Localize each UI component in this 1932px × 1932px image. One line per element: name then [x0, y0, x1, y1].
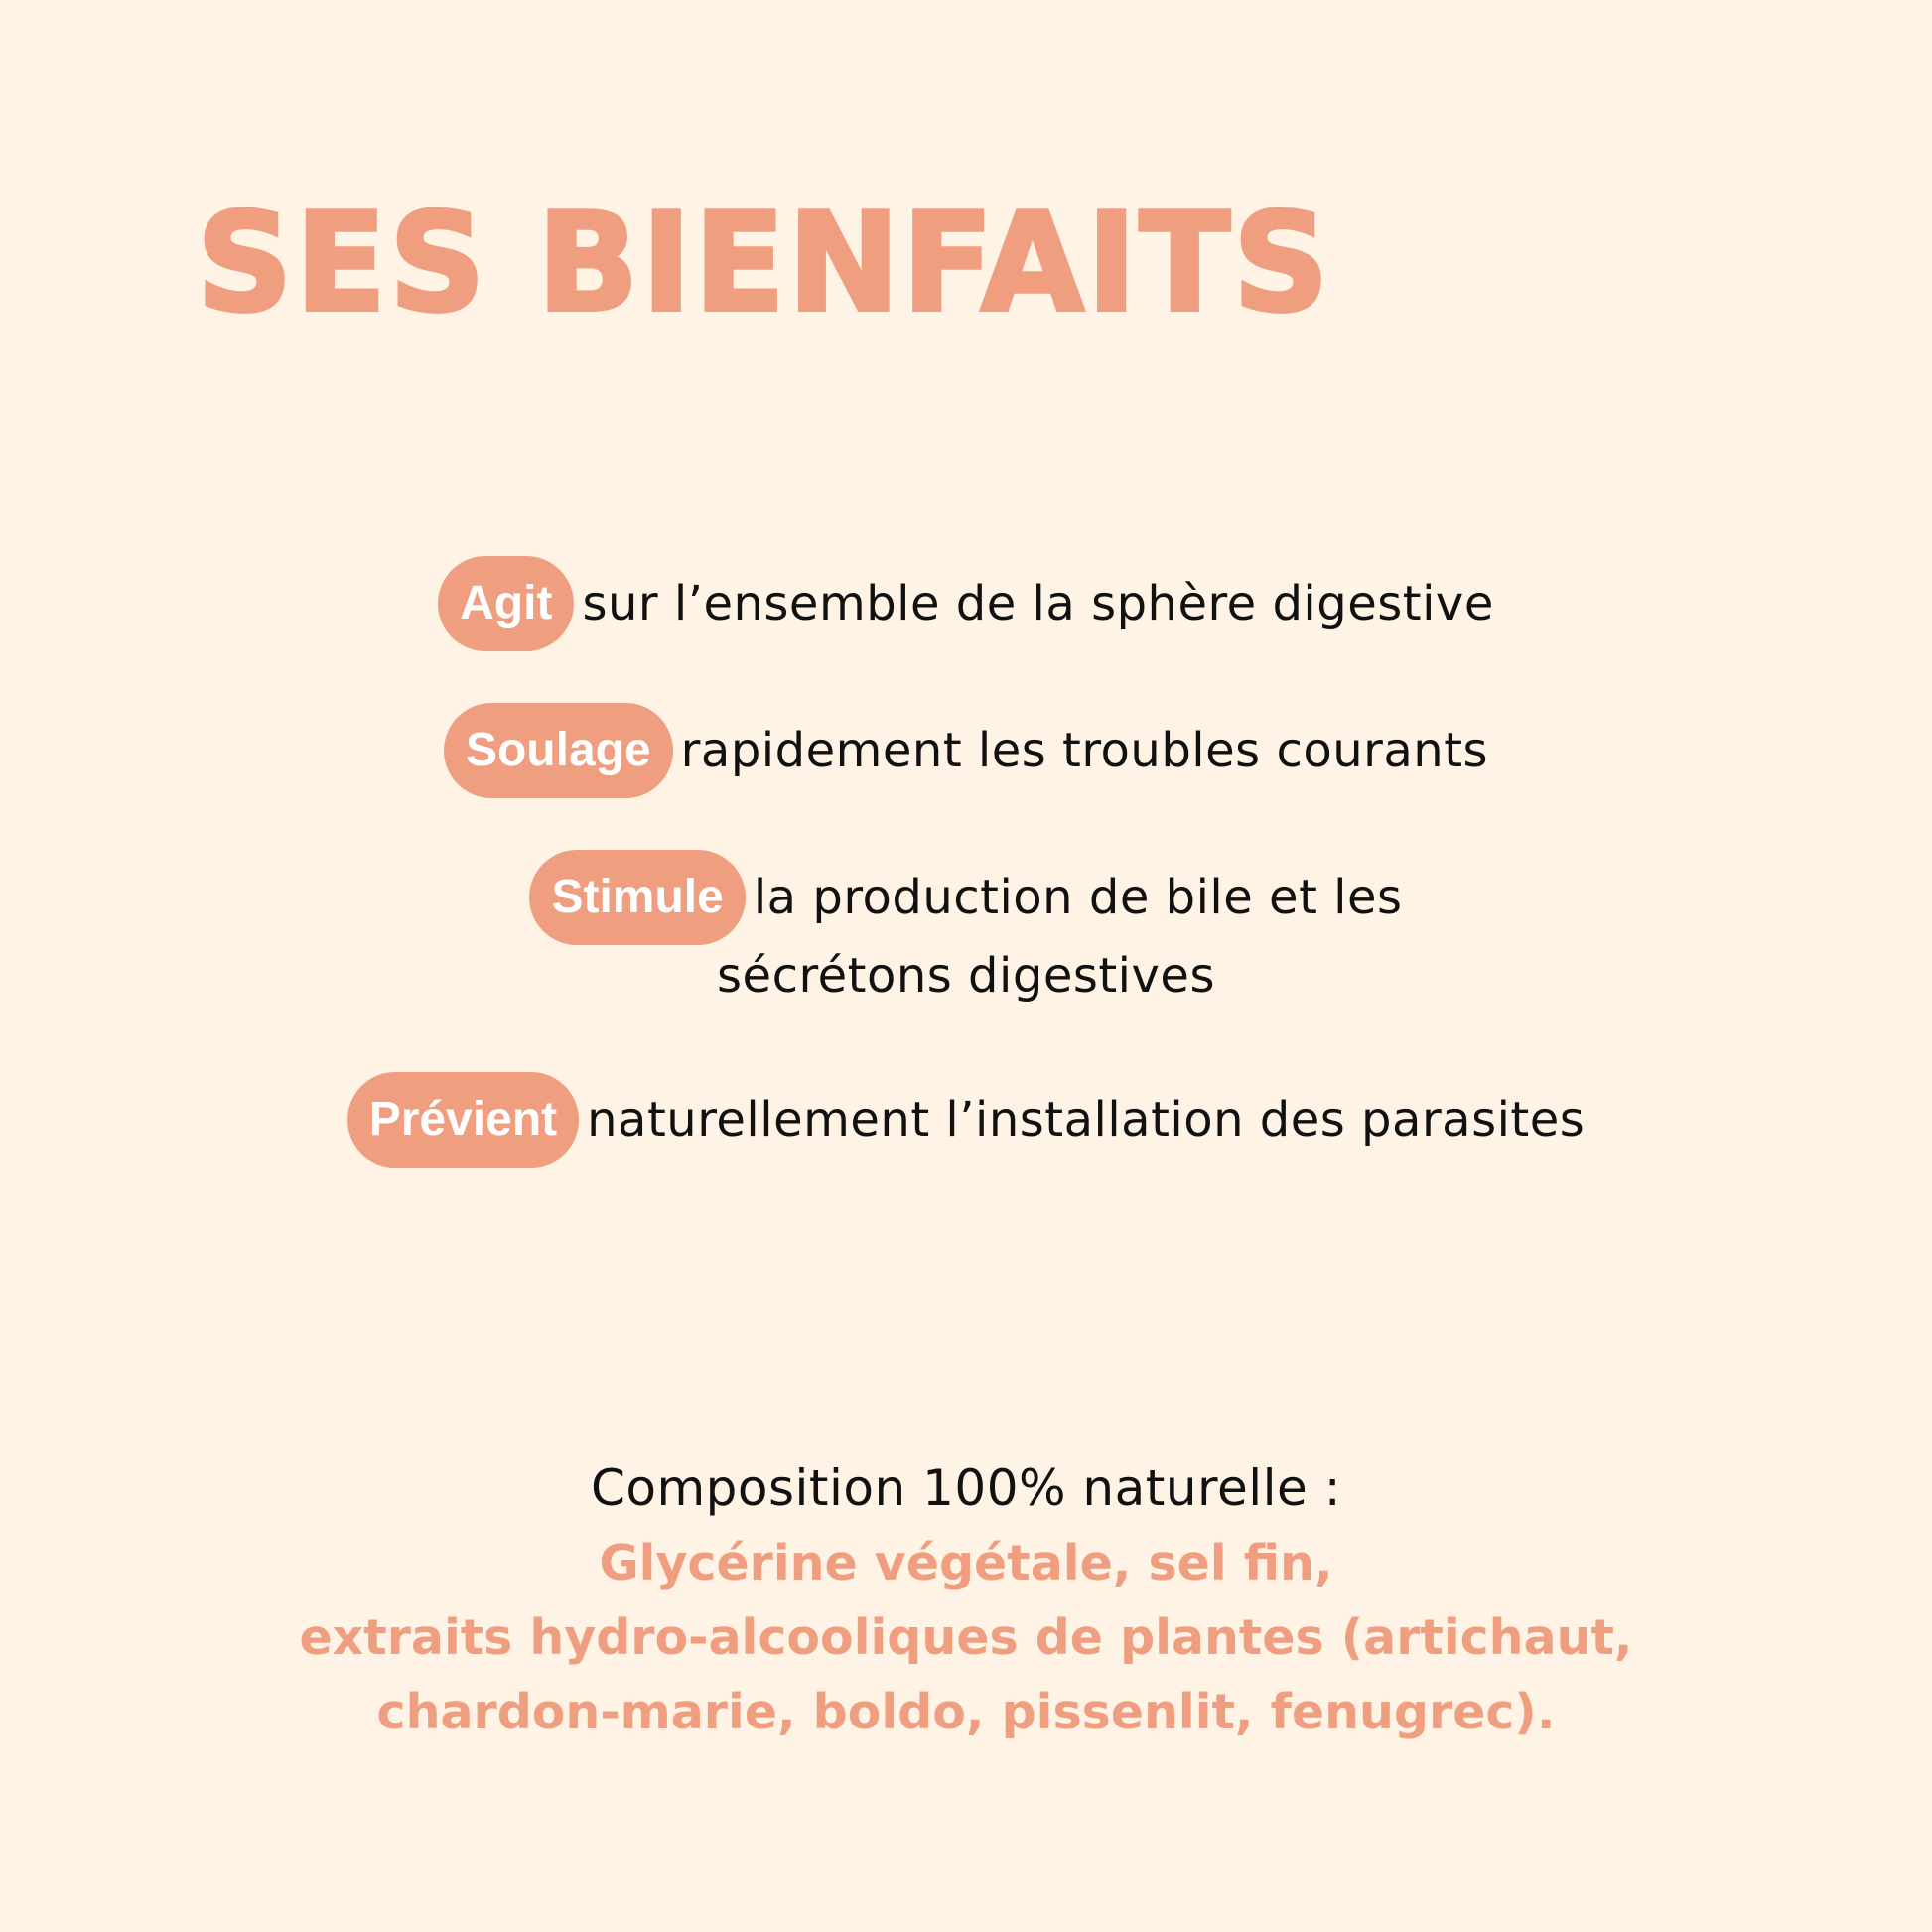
benefit-item-soulage — [0, 703, 1932, 798]
benefit-keyword-badge: Prévient — [347, 1072, 579, 1168]
benefit-keyword-badge: Stimule — [529, 850, 745, 945]
composition-ingredients-line: extraits hydro-alcooliques de plantes (artichaut, — [299, 1609, 1633, 1666]
composition-ingredients-line: Glycérine végétale, sel fin, — [599, 1535, 1333, 1591]
benefit-keyword-badge: Agit — [438, 556, 574, 651]
benefit-description: naturellement l’installation des parasites — [587, 1092, 1586, 1148]
benefit-description-continued: sécrétons digestives — [717, 948, 1215, 1004]
composition-ingredients-line: chardon-marie, boldo, pissenlit, fenugrec). — [376, 1684, 1556, 1740]
benefit-keyword-badge: Soulage — [444, 703, 673, 798]
benefit-description: rapidement les troubles courants — [680, 723, 1489, 778]
benefit-item-stimule — [0, 850, 1932, 945]
page-title: SES BIENFAITS — [197, 184, 1332, 343]
benefit-description: sur l’ensemble de la sphère digestive — [582, 576, 1494, 631]
benefit-item-previent — [0, 1072, 1932, 1168]
composition-label: Composition 100% naturelle : — [590, 1459, 1342, 1517]
composition-section — [0, 1451, 1932, 1749]
benefit-description: la production de bile et les — [753, 870, 1403, 925]
benefit-item-agit — [0, 556, 1932, 651]
